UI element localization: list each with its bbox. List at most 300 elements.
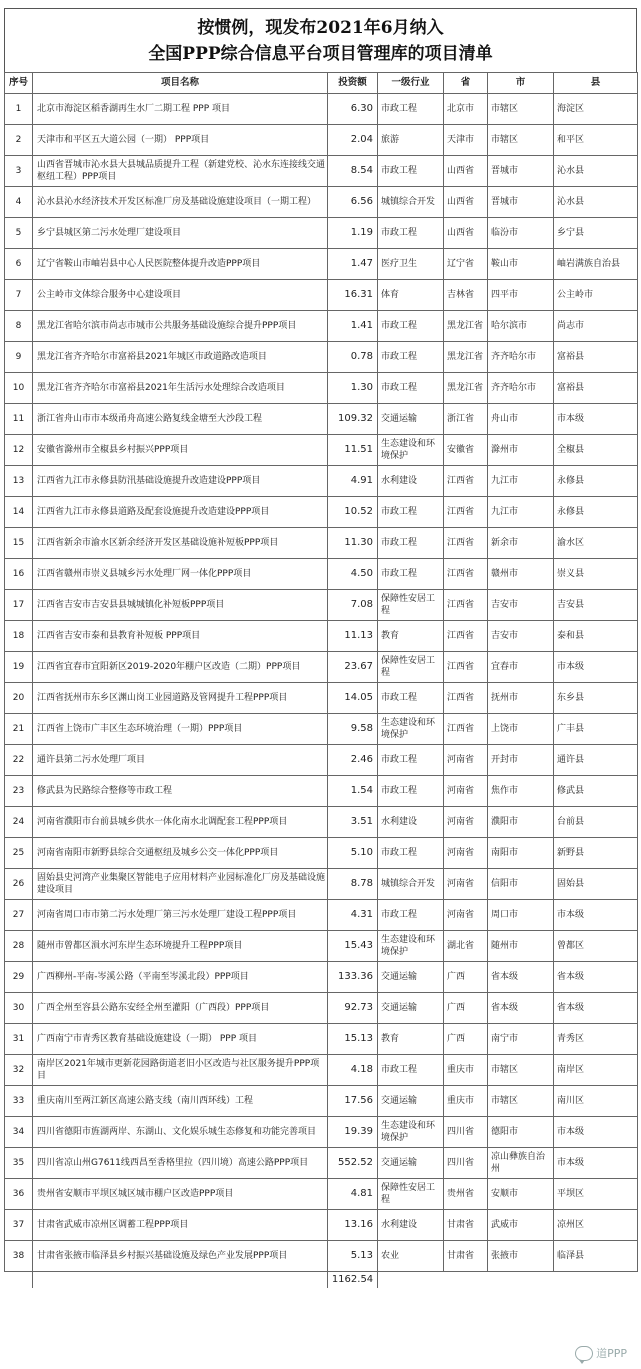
cell-province: 黑龙江省 (444, 373, 488, 404)
cell-name: 江西省九江市永修县防汛基础设施提升改造建设PPP项目 (33, 466, 328, 497)
cell-province: 重庆市 (444, 1055, 488, 1086)
cell-city: 南宁市 (488, 1024, 554, 1055)
table-row (5, 528, 638, 559)
cell-investment: 133.36 (328, 962, 378, 993)
cell-industry: 交通运输 (378, 1148, 444, 1179)
cell-industry: 市政工程 (378, 745, 444, 776)
cell-industry: 保障性安居工程 (378, 590, 444, 621)
cell-name: 安徽省滁州市全椒县乡村振兴PPP项目 (33, 435, 328, 466)
cell-province: 甘肃省 (444, 1241, 488, 1272)
cell-seq: 15 (5, 528, 33, 559)
cell-seq: 25 (5, 838, 33, 869)
total-row (5, 1272, 638, 1289)
cell-province: 广西 (444, 1024, 488, 1055)
cell-investment: 11.51 (328, 435, 378, 466)
cell-name: 江西省赣州市崇义县城乡污水处理厂网一体化PPP项目 (33, 559, 328, 590)
cell-county: 市本级 (554, 1148, 638, 1179)
cell-name: 江西省新余市渝水区新余经济开发区基础设施补短板PPP项目 (33, 528, 328, 559)
table-row (5, 156, 638, 187)
cell-city: 宜春市 (488, 652, 554, 683)
cell-province: 河南省 (444, 745, 488, 776)
cell-province: 河南省 (444, 900, 488, 931)
cell-seq: 8 (5, 311, 33, 342)
table-row (5, 683, 638, 714)
table-row (5, 962, 638, 993)
cell-seq: 16 (5, 559, 33, 590)
table-row (5, 1241, 638, 1272)
cell-city: 晋城市 (488, 187, 554, 218)
cell-seq: 18 (5, 621, 33, 652)
table-row (5, 559, 638, 590)
cell-name: 黑龙江省哈尔滨市尚志市城市公共服务基础设施综合提升PPP项目 (33, 311, 328, 342)
header-row (5, 73, 638, 94)
cell-name: 公主岭市文体综合服务中心建设项目 (33, 280, 328, 311)
cell-industry: 市政工程 (378, 342, 444, 373)
table-row (5, 807, 638, 838)
cell-city: 濮阳市 (488, 807, 554, 838)
cell-province: 江西省 (444, 559, 488, 590)
table-body (5, 94, 638, 1272)
cell-county: 省本级 (554, 962, 638, 993)
cell-city: 德阳市 (488, 1117, 554, 1148)
cell-name: 广西柳州-平南-岑溪公路（平南至岑溪北段）PPP项目 (33, 962, 328, 993)
cell-province: 河南省 (444, 807, 488, 838)
cell-industry: 交通运输 (378, 993, 444, 1024)
cell-industry: 农业 (378, 1241, 444, 1272)
cell-industry: 市政工程 (378, 218, 444, 249)
cell-city: 上饶市 (488, 714, 554, 745)
cell-seq: 19 (5, 652, 33, 683)
cell-investment: 1.54 (328, 776, 378, 807)
cell-province: 安徽省 (444, 435, 488, 466)
cell-industry: 水利建设 (378, 807, 444, 838)
cell-city: 省本级 (488, 962, 554, 993)
cell-name: 江西省吉安市泰和县教育补短板 PPP项目 (33, 621, 328, 652)
title-line-1: 按惯例，现发布2021年6月纳入 (197, 17, 444, 38)
table-row (5, 931, 638, 962)
table-row (5, 466, 638, 497)
cell-seq: 22 (5, 745, 33, 776)
cell-city: 鞍山市 (488, 249, 554, 280)
title-line-2: 全国PPP综合信息平台项目管理库的项目清单 (148, 43, 493, 64)
cell-investment: 5.13 (328, 1241, 378, 1272)
cell-county: 通许县 (554, 745, 638, 776)
cell-seq: 2 (5, 125, 33, 156)
table-row (5, 1024, 638, 1055)
cell-name: 四川省德阳市旌湖两岸、东湖山、文化娱乐城生态修复和功能完善项目 (33, 1117, 328, 1148)
cell-seq: 21 (5, 714, 33, 745)
cell-city: 九江市 (488, 497, 554, 528)
cell-investment: 19.39 (328, 1117, 378, 1148)
cell-province: 河南省 (444, 838, 488, 869)
cell-city: 晋城市 (488, 156, 554, 187)
cell-industry: 交通运输 (378, 1086, 444, 1117)
cell-seq: 35 (5, 1148, 33, 1179)
cell-city: 武威市 (488, 1210, 554, 1241)
cell-county: 吉安县 (554, 590, 638, 621)
cell-investment: 1.19 (328, 218, 378, 249)
table-row (5, 342, 638, 373)
cell-province: 江西省 (444, 590, 488, 621)
cell-investment: 552.52 (328, 1148, 378, 1179)
cell-name: 河南省周口市市第二污水处理厂第三污水处理厂建设工程PPP项目 (33, 900, 328, 931)
cell-seq: 23 (5, 776, 33, 807)
cell-name: 黑龙江省齐齐哈尔市富裕县2021年城区市政道路改造项目 (33, 342, 328, 373)
cell-province: 江西省 (444, 714, 488, 745)
table-row (5, 900, 638, 931)
table-row (5, 94, 638, 125)
table-row (5, 621, 638, 652)
header-city: 市 (488, 73, 554, 94)
cell-county: 省本级 (554, 993, 638, 1024)
cell-industry: 市政工程 (378, 528, 444, 559)
cell-industry: 市政工程 (378, 156, 444, 187)
cell-county: 和平区 (554, 125, 638, 156)
cell-seq: 28 (5, 931, 33, 962)
cell-county: 市本级 (554, 652, 638, 683)
cell-seq: 20 (5, 683, 33, 714)
cell-seq: 17 (5, 590, 33, 621)
cell-county: 曾都区 (554, 931, 638, 962)
cell-county: 固始县 (554, 869, 638, 900)
cell-investment: 8.78 (328, 869, 378, 900)
table-row (5, 590, 638, 621)
cell-name: 河南省濮阳市台前县城乡供水一体化南水北调配套工程PPP项目 (33, 807, 328, 838)
cell-seq: 5 (5, 218, 33, 249)
cell-city: 齐齐哈尔市 (488, 342, 554, 373)
cell-city: 市辖区 (488, 125, 554, 156)
cell-seq: 24 (5, 807, 33, 838)
cell-city: 安顺市 (488, 1179, 554, 1210)
cell-province: 河南省 (444, 776, 488, 807)
cell-industry: 市政工程 (378, 559, 444, 590)
cell-investment: 7.08 (328, 590, 378, 621)
header-investment: 投资额 (328, 73, 378, 94)
cell-city: 周口市 (488, 900, 554, 931)
cell-investment: 3.51 (328, 807, 378, 838)
cell-seq: 36 (5, 1179, 33, 1210)
cell-county: 渝水区 (554, 528, 638, 559)
cell-city: 吉安市 (488, 590, 554, 621)
cell-seq: 29 (5, 962, 33, 993)
cell-city: 九江市 (488, 466, 554, 497)
cell-province: 江西省 (444, 466, 488, 497)
cell-industry: 体育 (378, 280, 444, 311)
cell-county: 市本级 (554, 404, 638, 435)
cell-county: 乡宁县 (554, 218, 638, 249)
cell-county: 崇义县 (554, 559, 638, 590)
cell-investment: 9.58 (328, 714, 378, 745)
table-row (5, 280, 638, 311)
wechat-bubble-icon (575, 1346, 593, 1361)
cell-city: 舟山市 (488, 404, 554, 435)
cell-city: 市辖区 (488, 1055, 554, 1086)
cell-city: 市辖区 (488, 1086, 554, 1117)
cell-name: 江西省九江市永修县道路及配套设施提升改造建设PPP项目 (33, 497, 328, 528)
cell-name: 重庆南川至两江新区高速公路支线（南川西环线）工程 (33, 1086, 328, 1117)
cell-province: 江西省 (444, 683, 488, 714)
cell-city: 四平市 (488, 280, 554, 311)
table-row (5, 404, 638, 435)
cell-city: 张掖市 (488, 1241, 554, 1272)
cell-industry: 教育 (378, 1024, 444, 1055)
cell-name: 贵州省安顺市平坝区城区城市棚户区改造PPP项目 (33, 1179, 328, 1210)
cell-city: 焦作市 (488, 776, 554, 807)
cell-county: 市本级 (554, 900, 638, 931)
cell-province: 江西省 (444, 652, 488, 683)
cell-province: 天津市 (444, 125, 488, 156)
cell-name: 甘肃省张掖市临泽县乡村振兴基础设施及绿色产业发展PPP项目 (33, 1241, 328, 1272)
cell-seq: 37 (5, 1210, 33, 1241)
cell-county: 广丰县 (554, 714, 638, 745)
cell-investment: 2.04 (328, 125, 378, 156)
cell-city: 新余市 (488, 528, 554, 559)
document-title (4, 8, 637, 72)
cell-seq: 12 (5, 435, 33, 466)
cell-investment: 92.73 (328, 993, 378, 1024)
cell-seq: 27 (5, 900, 33, 931)
table-row (5, 652, 638, 683)
cell-province: 四川省 (444, 1117, 488, 1148)
cell-investment: 14.05 (328, 683, 378, 714)
cell-investment: 5.10 (328, 838, 378, 869)
cell-industry: 教育 (378, 621, 444, 652)
cell-name: 广西南宁市青秀区教育基础设施建设（一期） PPP 项目 (33, 1024, 328, 1055)
cell-county: 青秀区 (554, 1024, 638, 1055)
cell-industry: 保障性安居工程 (378, 1179, 444, 1210)
cell-province: 黑龙江省 (444, 311, 488, 342)
cell-seq: 26 (5, 869, 33, 900)
cell-investment: 10.52 (328, 497, 378, 528)
cell-industry: 城镇综合开发 (378, 187, 444, 218)
cell-name: 山西省晋城市沁水县大县城品质提升工程（新建党校、沁水东连接线交通枢纽工程）PPP项目 (33, 156, 328, 187)
cell-city: 吉安市 (488, 621, 554, 652)
table-row (5, 1179, 638, 1210)
cell-name: 通许县第二污水处理厂项目 (33, 745, 328, 776)
table-row (5, 373, 638, 404)
cell-name: 浙江省舟山市市本级甬舟高速公路复线金塘至大沙段工程 (33, 404, 328, 435)
cell-city: 滁州市 (488, 435, 554, 466)
cell-province: 黑龙江省 (444, 342, 488, 373)
cell-city: 哈尔滨市 (488, 311, 554, 342)
table-row (5, 838, 638, 869)
cell-investment: 4.91 (328, 466, 378, 497)
cell-seq: 14 (5, 497, 33, 528)
cell-city: 赣州市 (488, 559, 554, 590)
table-row (5, 435, 638, 466)
cell-name: 江西省抚州市东乡区渊山岗工业园道路及管网提升工程PPP项目 (33, 683, 328, 714)
cell-county: 沁水县 (554, 156, 638, 187)
cell-county: 台前县 (554, 807, 638, 838)
cell-county: 新野县 (554, 838, 638, 869)
table-row (5, 125, 638, 156)
cell-county: 海淀区 (554, 94, 638, 125)
cell-seq: 7 (5, 280, 33, 311)
cell-county: 东乡县 (554, 683, 638, 714)
cell-industry: 市政工程 (378, 1055, 444, 1086)
sheet (4, 8, 637, 1288)
cell-county: 公主岭市 (554, 280, 638, 311)
cell-city: 临汾市 (488, 218, 554, 249)
cell-seq: 38 (5, 1241, 33, 1272)
cell-seq: 6 (5, 249, 33, 280)
cell-province: 河南省 (444, 869, 488, 900)
cell-investment: 15.13 (328, 1024, 378, 1055)
cell-investment: 11.30 (328, 528, 378, 559)
cell-county: 永修县 (554, 466, 638, 497)
table-row (5, 1055, 638, 1086)
cell-county: 尚志市 (554, 311, 638, 342)
cell-province: 广西 (444, 993, 488, 1024)
cell-name: 江西省宜春市宜阳新区2019-2020年棚户区改造（二期）PPP项目 (33, 652, 328, 683)
header-name: 项目名称 (33, 73, 328, 94)
cell-industry: 市政工程 (378, 94, 444, 125)
cell-industry: 生态建设和环境保护 (378, 931, 444, 962)
cell-investment: 109.32 (328, 404, 378, 435)
cell-investment: 17.56 (328, 1086, 378, 1117)
header-industry: 一级行业 (378, 73, 444, 94)
cell-city: 市辖区 (488, 94, 554, 125)
cell-investment: 4.81 (328, 1179, 378, 1210)
cell-province: 甘肃省 (444, 1210, 488, 1241)
cell-province: 四川省 (444, 1148, 488, 1179)
cell-name: 黑龙江省齐齐哈尔市富裕县2021年生活污水处理综合改造项目 (33, 373, 328, 404)
cell-province: 山西省 (444, 218, 488, 249)
cell-province: 北京市 (444, 94, 488, 125)
cell-investment: 15.43 (328, 931, 378, 962)
cell-county: 富裕县 (554, 373, 638, 404)
cell-province: 山西省 (444, 187, 488, 218)
table-row (5, 311, 638, 342)
cell-seq: 30 (5, 993, 33, 1024)
cell-county: 泰和县 (554, 621, 638, 652)
cell-city: 信阳市 (488, 869, 554, 900)
table-row (5, 745, 638, 776)
cell-seq: 9 (5, 342, 33, 373)
cell-county: 富裕县 (554, 342, 638, 373)
cell-county: 全椒县 (554, 435, 638, 466)
project-table (4, 72, 638, 1288)
cell-seq: 11 (5, 404, 33, 435)
cell-industry: 市政工程 (378, 497, 444, 528)
cell-name: 南岸区2021年城市更新花园路街道老旧小区改造与社区服务提升PPP项目 (33, 1055, 328, 1086)
cell-province: 辽宁省 (444, 249, 488, 280)
cell-province: 吉林省 (444, 280, 488, 311)
cell-name: 广西全州至容县公路东安经全州至灌阳（广西段）PPP项目 (33, 993, 328, 1024)
header-seq: 序号 (5, 73, 33, 94)
cell-name: 随州市曾都区溳水河东岸生态环境提升工程PPP项目 (33, 931, 328, 962)
cell-seq: 1 (5, 94, 33, 125)
cell-investment: 4.50 (328, 559, 378, 590)
cell-investment: 0.78 (328, 342, 378, 373)
cell-province: 湖北省 (444, 931, 488, 962)
cell-county: 南岸区 (554, 1055, 638, 1086)
cell-name: 沁水县沁水经济技术开发区标准厂房及基础设施建设项目（一期工程） (33, 187, 328, 218)
cell-name: 江西省吉安市吉安县县城城镇化补短板PPP项目 (33, 590, 328, 621)
cell-investment: 4.31 (328, 900, 378, 931)
cell-province: 山西省 (444, 156, 488, 187)
cell-seq: 31 (5, 1024, 33, 1055)
cell-county: 临泽县 (554, 1241, 638, 1272)
cell-industry: 生态建设和环境保护 (378, 1117, 444, 1148)
cell-name: 江西省上饶市广丰区生态环境治理（一期）PPP项目 (33, 714, 328, 745)
cell-industry: 交通运输 (378, 962, 444, 993)
watermark (575, 1345, 627, 1361)
cell-industry: 水利建设 (378, 1210, 444, 1241)
table-row (5, 714, 638, 745)
cell-city: 南阳市 (488, 838, 554, 869)
cell-province: 广西 (444, 962, 488, 993)
header-province: 省 (444, 73, 488, 94)
cell-industry: 保障性安居工程 (378, 652, 444, 683)
table-row (5, 869, 638, 900)
cell-seq: 10 (5, 373, 33, 404)
cell-investment: 6.30 (328, 94, 378, 125)
cell-industry: 医疗卫生 (378, 249, 444, 280)
cell-county: 市本级 (554, 1117, 638, 1148)
table-row (5, 249, 638, 280)
cell-industry: 生态建设和环境保护 (378, 435, 444, 466)
total-investment: 1162.54 (328, 1272, 378, 1289)
cell-city: 开封市 (488, 745, 554, 776)
table-row (5, 1210, 638, 1241)
table-row (5, 187, 638, 218)
cell-name: 固始县史河湾产业集聚区智能电子应用材料产业园标准化厂房及基础设施建设项目 (33, 869, 328, 900)
cell-industry: 市政工程 (378, 776, 444, 807)
cell-county: 凉州区 (554, 1210, 638, 1241)
cell-name: 辽宁省鞍山市岫岩县中心人民医院整体提升改造PPP项目 (33, 249, 328, 280)
cell-investment: 8.54 (328, 156, 378, 187)
cell-city: 省本级 (488, 993, 554, 1024)
cell-name: 修武县为民路综合整修等市政工程 (33, 776, 328, 807)
cell-industry: 市政工程 (378, 683, 444, 714)
cell-seq: 34 (5, 1117, 33, 1148)
cell-city: 随州市 (488, 931, 554, 962)
cell-investment: 16.31 (328, 280, 378, 311)
table-row (5, 218, 638, 249)
cell-province: 贵州省 (444, 1179, 488, 1210)
cell-industry: 市政工程 (378, 373, 444, 404)
cell-industry: 市政工程 (378, 311, 444, 342)
table-row (5, 1086, 638, 1117)
cell-industry: 市政工程 (378, 838, 444, 869)
cell-industry: 水利建设 (378, 466, 444, 497)
cell-seq: 13 (5, 466, 33, 497)
cell-investment: 1.47 (328, 249, 378, 280)
cell-name: 甘肃省武威市凉州区调蓄工程PPP项目 (33, 1210, 328, 1241)
cell-investment: 1.41 (328, 311, 378, 342)
cell-county: 永修县 (554, 497, 638, 528)
cell-investment: 2.46 (328, 745, 378, 776)
cell-investment: 11.13 (328, 621, 378, 652)
cell-investment: 23.67 (328, 652, 378, 683)
cell-name: 天津市和平区五大道公园（一期） PPP项目 (33, 125, 328, 156)
cell-county: 修武县 (554, 776, 638, 807)
cell-seq: 4 (5, 187, 33, 218)
cell-seq: 3 (5, 156, 33, 187)
watermark-text: 道PPP (596, 1347, 627, 1360)
cell-county: 沁水县 (554, 187, 638, 218)
cell-city: 齐齐哈尔市 (488, 373, 554, 404)
header-county: 县 (554, 73, 638, 94)
cell-industry: 旅游 (378, 125, 444, 156)
table-row (5, 1148, 638, 1179)
cell-county: 岫岩满族自治县 (554, 249, 638, 280)
cell-province: 江西省 (444, 621, 488, 652)
cell-province: 江西省 (444, 497, 488, 528)
cell-name: 四川省凉山州G7611线西昌至香格里拉（四川境）高速公路PPP项目 (33, 1148, 328, 1179)
cell-city: 抚州市 (488, 683, 554, 714)
